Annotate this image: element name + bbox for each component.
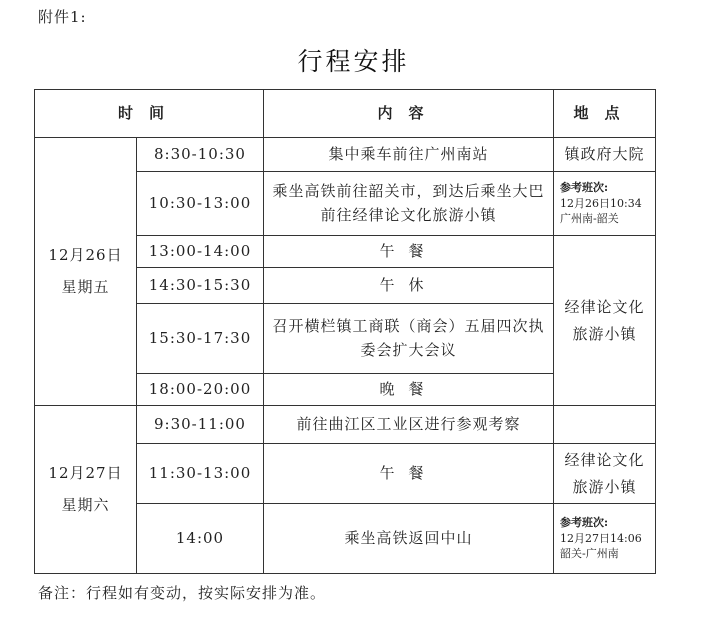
content-cell: 召开横栏镇工商联（商会）五届四次执委会扩大会议 <box>264 304 554 374</box>
time-cell: 15:30-17:30 <box>137 304 264 374</box>
reference-train-cell <box>554 504 656 574</box>
content-cell: 晚餐 <box>264 374 554 406</box>
content-cell: 乘坐高铁前往韶关市，到达后乘坐大巴前往经律论文化旅游小镇 <box>264 172 554 236</box>
schedule-table <box>34 89 656 574</box>
time-cell: 11:30-13:00 <box>137 444 264 504</box>
location-cell <box>554 444 656 504</box>
location-text: 经律论文化旅游小镇 <box>564 451 645 496</box>
reference-train-title: 参考班次: <box>560 180 609 194</box>
header-location: 地点 <box>554 90 656 138</box>
reference-train-time: 12月26日10:34 <box>560 196 642 210</box>
time-cell: 18:00-20:00 <box>137 374 264 406</box>
attachment-label: 附件1: <box>38 8 87 26</box>
day1-date-cell <box>35 138 137 406</box>
location-cell: 镇政府大院 <box>554 138 656 172</box>
time-cell: 14:30-15:30 <box>137 268 264 304</box>
footnote: 备注：行程如有变动，按实际安排为准。 <box>38 584 327 602</box>
reference-train-time: 12月27日14:06 <box>560 531 642 545</box>
content-cell: 集中乘车前往广州南站 <box>264 138 554 172</box>
content-cell: 午餐 <box>264 444 554 504</box>
day2-date-cell <box>35 406 137 574</box>
day2-date: 12月27日 <box>48 464 123 482</box>
time-cell: 10:30-13:00 <box>137 172 264 236</box>
reference-train-title: 参考班次: <box>560 515 609 529</box>
day2-weekday: 星期六 <box>61 495 110 514</box>
content-cell: 前往曲江区工业区进行参观考察 <box>264 406 554 444</box>
day1-date: 12月26日 <box>48 246 123 264</box>
time-cell: 13:00-14:00 <box>137 236 264 268</box>
merged-location: 经律论文化旅游小镇 <box>564 298 645 343</box>
reference-train-route: 广州南-韶关 <box>560 212 619 226</box>
table-header-row <box>35 90 656 138</box>
header-time: 时间 <box>35 90 264 138</box>
content-cell: 午休 <box>264 268 554 304</box>
time-cell: 8:30-10:30 <box>137 138 264 172</box>
table-row <box>35 138 656 172</box>
time-cell: 9:30-11:00 <box>137 406 264 444</box>
day1-weekday: 星期五 <box>61 277 110 296</box>
time-cell: 14:00 <box>137 504 264 574</box>
reference-train-route: 韶关-广州南 <box>560 547 619 561</box>
location-cell <box>554 406 656 444</box>
table-row <box>35 406 656 444</box>
content-cell: 午餐 <box>264 236 554 268</box>
content-cell: 乘坐高铁返回中山 <box>264 504 554 574</box>
merged-location-cell <box>554 236 656 406</box>
header-content: 内容 <box>264 90 554 138</box>
reference-train-cell <box>554 172 656 236</box>
page-title: 行程安排 <box>297 47 410 76</box>
